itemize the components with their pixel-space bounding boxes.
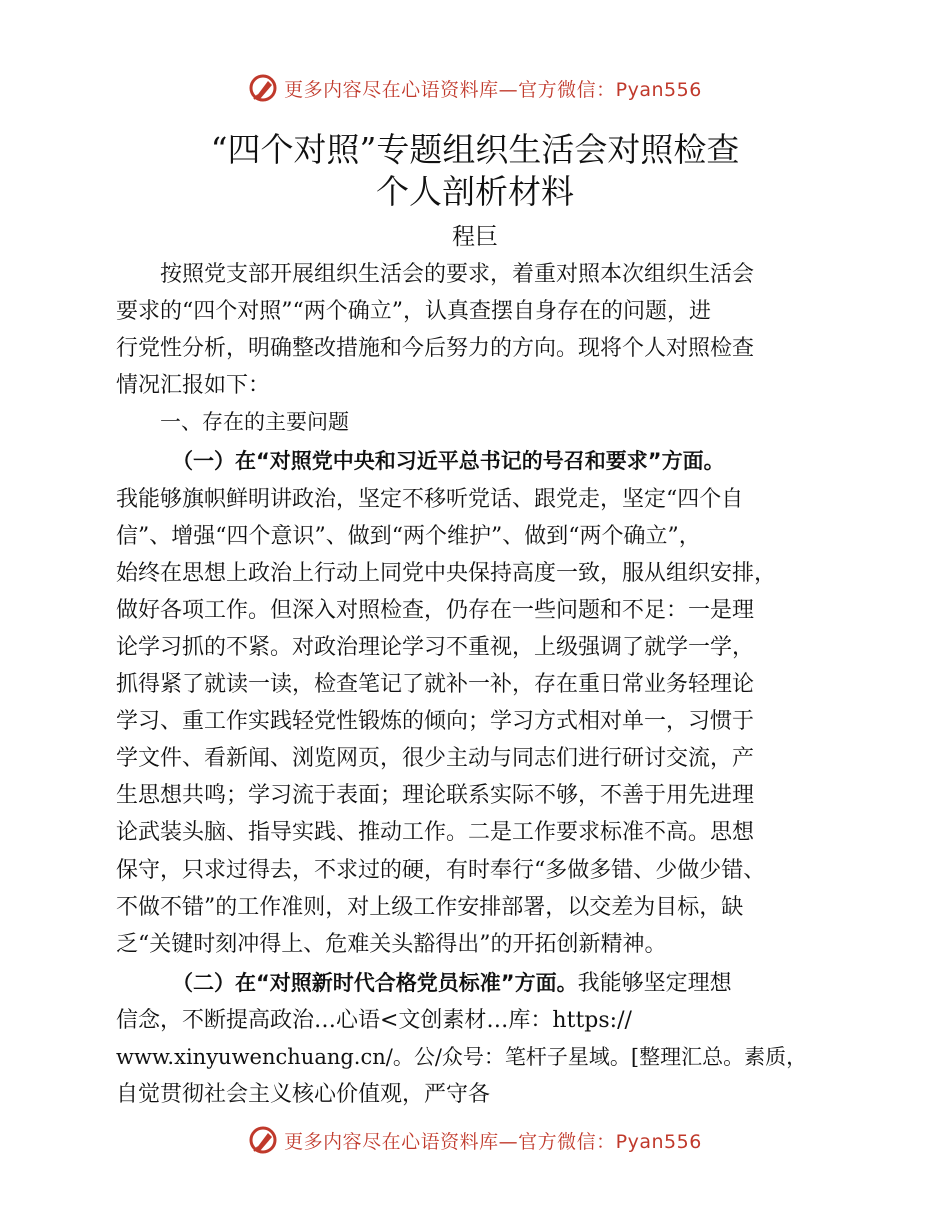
paragraph-line: 论武装头脑、指导实践、推动工作。二是工作要求标准不高。思想 bbox=[116, 820, 755, 846]
paragraph-line: www.xinyuwenchuang.cn/。公/众号：笔杆子星域。[整理汇总。素质， bbox=[116, 1044, 808, 1069]
section-heading: 一、存在的主要问题 bbox=[160, 410, 349, 435]
paragraph-line: 抓得紧了就读一读，检查笔记了就补一补，存在重日常业务轻理论 bbox=[116, 672, 755, 698]
intro-line: 行党性分析，明确整改措施和今后努力的方向。现将个人对照检查 bbox=[116, 336, 755, 362]
subsection-2-first-line bbox=[116, 963, 846, 1002]
pen-logo-icon bbox=[248, 1125, 278, 1155]
paragraph-line: 学习、重工作实践轻党性锻炼的倾向；学习方式相对单一，习惯于 bbox=[116, 709, 755, 735]
banner-text: 更多内容尽在心语资料库—官方微信：Pyan556 bbox=[284, 78, 702, 101]
author-name: 程巨 bbox=[452, 224, 498, 250]
pen-logo-icon bbox=[248, 73, 278, 103]
paragraph-line: 学文件、看新闻、浏览网页，很少主动与同志们进行研讨交流，产 bbox=[116, 746, 755, 772]
subsection-heading-1: （一）在“对照党中央和习近平总书记的号召和要求”方面。 bbox=[172, 449, 725, 474]
intro-line: 要求的“四个对照”“两个确立”，认真查摆自身存在的问题，进 bbox=[116, 299, 711, 325]
paragraph-line: 生思想共鸣；学习流于表面；理论联系实际不够，不善于用先进理 bbox=[116, 783, 755, 809]
paragraph-line: 信念，不断提高政治…心语<文创素材…库：https:// bbox=[116, 1007, 632, 1033]
document-title-line2: 个人剖析材料 bbox=[376, 172, 574, 211]
paragraph-line: 做好各项工作。但深入对照检查，仍存在一些问题和不足：一是理 bbox=[116, 597, 755, 623]
document-body bbox=[116, 256, 846, 1113]
paragraph-line: 不做不错”的工作准则，对上级工作安排部署，以交差为目标，缺 bbox=[116, 894, 744, 920]
header-watermark-banner bbox=[0, 68, 950, 108]
banner-text: 更多内容尽在心语资料库—官方微信：Pyan556 bbox=[284, 1130, 702, 1153]
footer-watermark-banner bbox=[0, 1120, 950, 1160]
intro-line: 情况汇报如下： bbox=[116, 373, 271, 399]
paragraph-line: 保守，只求过得去，不求过的硬，有时奉行“多做多错、少做少错、 bbox=[116, 857, 766, 883]
paragraph-line: 信”、增强“四个意识”、做到“两个维护”、做到“两个确立”， bbox=[116, 523, 701, 549]
intro-line: 按照党支部开展组织生活会的要求，着重对照本次组织生活会 bbox=[160, 262, 755, 287]
document-title-line1: “四个对照”专题组织生活会对照检查 bbox=[210, 130, 740, 169]
subsection-heading-2-tail: 我能够坚定理想 bbox=[577, 970, 732, 996]
paragraph-line: 始终在思想上政治上行动上同党中央保持高度一致，服从组织安排， bbox=[116, 560, 777, 586]
paragraph-line: 论学习抓的不紧。对政治理论学习不重视，上级强调了就学一学， bbox=[116, 634, 755, 660]
paragraph-line: 乏“关键时刻冲得上、危难关头豁得出”的开拓创新精神。 bbox=[116, 931, 667, 957]
subsection-heading-2: （二）在“对照新时代合格党员标准”方面。 bbox=[172, 970, 578, 995]
paragraph-line: 我能够旗帜鲜明讲政治，坚定不移听党话、跟党走，坚定“四个自 bbox=[116, 486, 744, 512]
paragraph-line: 自觉贯彻社会主义核心价值观，严守各 bbox=[116, 1082, 491, 1108]
